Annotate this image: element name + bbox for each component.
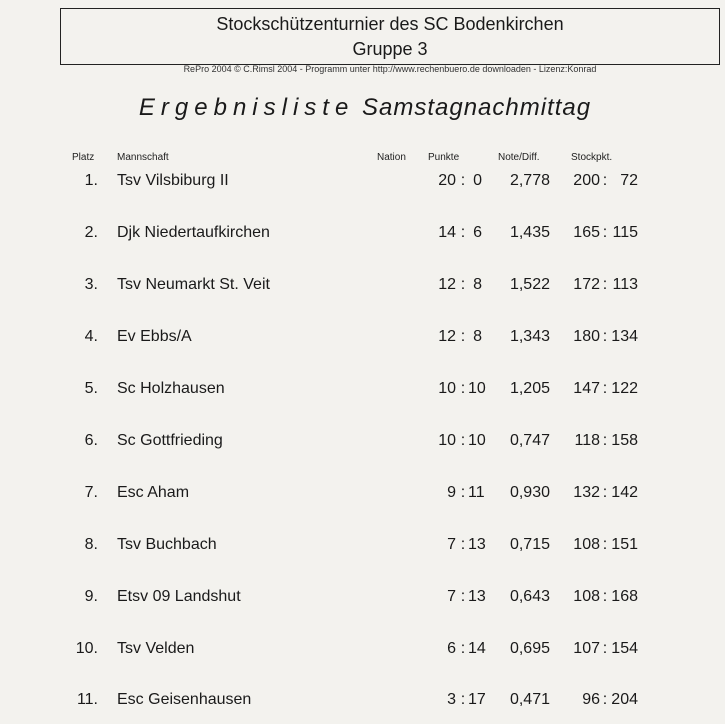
- points-for: 9: [447, 484, 456, 501]
- team-name: Sc Holzhausen: [117, 380, 225, 397]
- stock-separator: :: [602, 691, 608, 708]
- stock-for: 132: [573, 484, 600, 501]
- stock-separator: :: [602, 328, 608, 345]
- points-against: 8: [473, 328, 482, 345]
- stock-against: 158: [611, 432, 638, 449]
- note-diff: 1,435: [509, 224, 550, 241]
- stock-for: 200: [573, 172, 600, 189]
- stock-against: 204: [611, 691, 638, 708]
- points-against: 11: [468, 484, 485, 501]
- points-for: 3: [447, 691, 456, 708]
- column-header-note: Note/Diff.: [498, 152, 540, 163]
- stock-separator: :: [602, 536, 608, 553]
- stock-separator: :: [602, 276, 608, 293]
- stock-for: 165: [573, 224, 600, 241]
- stock-against: 154: [611, 640, 638, 657]
- points-separator: :: [460, 432, 466, 449]
- tournament-title: Stockschützenturnier des SC Bodenkirchen: [216, 14, 564, 34]
- table-row: [0, 484, 725, 508]
- points-for: 12: [438, 328, 456, 345]
- points-against: 10: [468, 380, 486, 397]
- software-credit: RePro 2004 © C.Rimsl 2004 - Programm unter http://www.rechenbuero.de downloaden - Lizenz:Konrad: [183, 64, 597, 74]
- note-diff: 0,715: [509, 536, 550, 553]
- table-row: [0, 640, 725, 664]
- rank-cell: 7.: [84, 484, 98, 501]
- points-for: 7: [447, 536, 456, 553]
- note-diff: 0,747: [509, 432, 550, 449]
- team-name: Sc Gottfrieding: [117, 432, 223, 449]
- stock-for: 108: [573, 588, 600, 605]
- points-separator: :: [460, 484, 466, 501]
- stock-against: 168: [611, 588, 638, 605]
- table-row: [0, 380, 725, 404]
- points-for: 10: [438, 432, 456, 449]
- stock-against: 72: [620, 172, 638, 189]
- stock-separator: :: [602, 380, 608, 397]
- team-name: Ev Ebbs/A: [117, 328, 192, 345]
- team-name: Esc Geisenhausen: [117, 691, 252, 708]
- note-diff: 0,643: [509, 588, 550, 605]
- stock-separator: :: [602, 224, 608, 241]
- stock-against: 134: [611, 328, 638, 345]
- team-name: Djk Niedertaufkirchen: [117, 224, 270, 241]
- rank-cell: 1.: [84, 172, 98, 189]
- rank-cell: 10.: [75, 640, 98, 657]
- points-for: 14: [438, 224, 456, 241]
- points-against: 0: [473, 172, 482, 189]
- results-heading: [60, 94, 670, 122]
- stock-for: 107: [573, 640, 600, 657]
- table-row: [0, 224, 725, 248]
- table-row: [0, 588, 725, 612]
- stock-for: 172: [573, 276, 600, 293]
- column-header-rank: Platz: [72, 152, 95, 163]
- heading-word-ergebnisliste: Ergebnisliste: [138, 94, 355, 121]
- points-separator: :: [460, 691, 466, 708]
- note-diff: 1,205: [509, 380, 550, 397]
- column-header-stock: Stockpkt.: [571, 152, 613, 163]
- stock-for: 180: [573, 328, 600, 345]
- table-row: [0, 691, 725, 715]
- points-for: 10: [438, 380, 456, 397]
- stock-against: 115: [612, 224, 638, 241]
- heading-word-session: Samstagnachmittag: [361, 94, 592, 121]
- team-name: Tsv Velden: [117, 640, 195, 657]
- team-name: Etsv 09 Landshut: [117, 588, 241, 605]
- rank-cell: 3.: [84, 276, 98, 293]
- rank-cell: 4.: [84, 328, 98, 345]
- points-separator: :: [460, 276, 466, 293]
- points-separator: :: [460, 536, 466, 553]
- rank-cell: 9.: [84, 588, 98, 605]
- stock-separator: :: [602, 172, 608, 189]
- points-against: 6: [473, 224, 482, 241]
- team-name: Esc Aham: [117, 484, 190, 501]
- note-diff: 1,343: [509, 328, 550, 345]
- points-against: 13: [468, 588, 486, 605]
- points-against: 17: [468, 691, 486, 708]
- rank-cell: 8.: [84, 536, 98, 553]
- stock-separator: :: [602, 432, 608, 449]
- points-separator: :: [460, 380, 466, 397]
- note-diff: 1,522: [509, 276, 550, 293]
- points-against: 8: [473, 276, 482, 293]
- team-name: Tsv Neumarkt St. Veit: [117, 276, 270, 293]
- stock-against: 151: [611, 536, 638, 553]
- column-header-nation: Nation: [377, 152, 406, 163]
- group-title: Gruppe 3: [352, 39, 428, 59]
- points-for: 20: [438, 172, 456, 189]
- team-name: Tsv Buchbach: [117, 536, 217, 553]
- points-separator: :: [460, 328, 466, 345]
- stock-for: 108: [573, 536, 600, 553]
- note-diff: 0,471: [509, 691, 550, 708]
- column-header-points: Punkte: [428, 152, 460, 163]
- rank-cell: 11.: [76, 691, 98, 708]
- stock-separator: :: [602, 640, 608, 657]
- table-row: [0, 536, 725, 560]
- points-for: 7: [447, 588, 456, 605]
- note-diff: 2,778: [509, 172, 550, 189]
- points-against: 14: [468, 640, 486, 657]
- points-separator: :: [460, 640, 466, 657]
- rank-cell: 5.: [84, 380, 98, 397]
- team-name: Tsv Vilsbiburg II: [117, 172, 229, 189]
- stock-for: 118: [574, 432, 600, 449]
- points-against: 10: [468, 432, 486, 449]
- stock-against: 142: [611, 484, 638, 501]
- stock-against: 113: [612, 276, 638, 293]
- points-for: 6: [447, 640, 456, 657]
- stock-for: 96: [582, 691, 600, 708]
- stock-separator: :: [602, 484, 608, 501]
- points-against: 13: [468, 536, 486, 553]
- points-separator: :: [460, 224, 466, 241]
- points-for: 12: [438, 276, 456, 293]
- note-diff: 0,695: [509, 640, 550, 657]
- points-separator: :: [460, 172, 466, 189]
- points-separator: :: [460, 588, 466, 605]
- rank-cell: 2.: [84, 224, 98, 241]
- column-header-team: Mannschaft: [117, 152, 169, 163]
- table-row: [0, 432, 725, 456]
- stock-for: 147: [573, 380, 600, 397]
- stock-separator: :: [602, 588, 608, 605]
- table-row: [0, 172, 725, 196]
- table-row: [0, 276, 725, 300]
- note-diff: 0,930: [509, 484, 550, 501]
- rank-cell: 6.: [84, 432, 98, 449]
- stock-against: 122: [611, 380, 638, 397]
- table-row: [0, 328, 725, 352]
